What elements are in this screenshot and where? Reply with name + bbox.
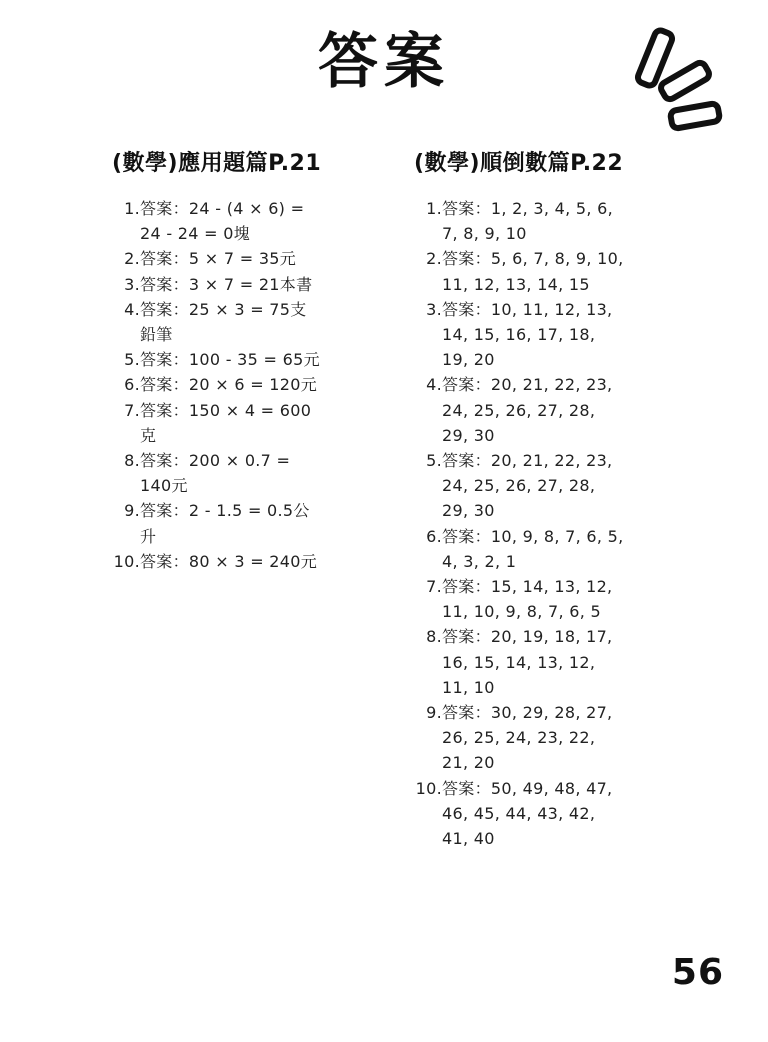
answer-item xyxy=(112,549,372,574)
answer-number: 5. xyxy=(426,451,442,471)
answer-number: 3. xyxy=(426,299,442,319)
section-heading-word-problems: (數學)應用題篇P.21 xyxy=(112,151,322,176)
answer-text: 答案：3 × 7 = 21本書 xyxy=(140,274,313,294)
answer-number: 10. xyxy=(113,551,140,571)
answer-text: 答案：30, 29, 28, 27, 26, 25, 24, 23, 22, 21, 20 xyxy=(442,703,613,773)
answer-number: 8. xyxy=(426,627,442,647)
page-number: 56 xyxy=(671,952,724,993)
answer-number: 10. xyxy=(415,778,442,798)
answer-item xyxy=(414,372,714,448)
answer-item xyxy=(414,776,714,852)
answer-item xyxy=(112,448,372,498)
answer-list xyxy=(112,196,372,574)
answer-item xyxy=(112,347,372,372)
answer-item xyxy=(414,524,714,574)
answer-item xyxy=(414,196,714,246)
answer-number: 2. xyxy=(426,249,442,269)
answer-text: 答案：5, 6, 7, 8, 9, 10, 11, 12, 13, 14, 15 xyxy=(442,249,624,294)
answer-number: 7. xyxy=(124,400,140,420)
answer-text: 答案：25 × 3 = 75支鉛筆 xyxy=(140,299,307,345)
answer-number: 5. xyxy=(124,350,140,370)
answer-item xyxy=(112,196,372,246)
answer-item xyxy=(414,574,714,624)
answer-text: 答案：20, 21, 22, 23, 24, 25, 26, 27, 28, 29, 30 xyxy=(442,451,613,521)
answer-number: 4. xyxy=(124,299,140,319)
answer-number: 1. xyxy=(426,199,442,218)
answer-item xyxy=(112,297,372,347)
answer-number: 2. xyxy=(124,249,140,269)
answer-item xyxy=(112,272,372,297)
answer-item xyxy=(112,398,372,448)
answer-text: 答案：150 × 4 = 600克 xyxy=(140,400,312,445)
answer-text: 答案：2 - 1.5 = 0.5公升 xyxy=(140,501,310,546)
word-problems-answers xyxy=(112,147,372,574)
answer-item xyxy=(414,624,714,700)
answer-number: 7. xyxy=(426,577,442,597)
answer-number: 1. xyxy=(124,199,140,218)
answer-text: 答案：10, 9, 8, 7, 6, 5, 4, 3, 2, 1 xyxy=(442,526,624,571)
section-heading-counting: (數學)順倒數篇P.22 xyxy=(414,151,624,176)
answer-text: 答案：20, 19, 18, 17, 16, 15, 14, 13, 12, 11, 10 xyxy=(442,627,613,697)
answer-text: 答案：50, 49, 48, 47, 46, 45, 44, 43, 42, 41, 40 xyxy=(442,778,613,849)
emphasis-lines-icon xyxy=(628,26,738,146)
answer-number: 4. xyxy=(426,375,442,395)
answer-list xyxy=(414,196,714,851)
answer-number: 8. xyxy=(124,451,140,471)
answer-text: 答案：24 - (4 × 6) = 24 - 24 = 0塊 xyxy=(140,199,305,244)
answer-text: 答案：20 × 6 = 120元 xyxy=(140,375,318,395)
answer-item xyxy=(414,700,714,776)
answer-text: 答案：100 - 35 = 65元 xyxy=(140,350,320,370)
answer-number: 9. xyxy=(426,703,442,723)
answer-text: 答案：80 × 3 = 240元 xyxy=(140,551,318,571)
answer-text: 答案：5 × 7 = 35元 xyxy=(140,249,297,269)
answer-text: 答案：10, 11, 12, 13, 14, 15, 16, 17, 18, 19, 20 xyxy=(442,299,613,370)
answer-item xyxy=(414,297,714,373)
answer-text: 答案：20, 21, 22, 23, 24, 25, 26, 27, 28, 29, 30 xyxy=(442,375,613,445)
answer-number: 6. xyxy=(124,375,140,395)
answer-item xyxy=(414,246,714,296)
answer-item xyxy=(112,498,372,548)
answer-number: 9. xyxy=(124,501,140,521)
answer-item xyxy=(112,372,372,397)
counting-answers xyxy=(414,147,714,851)
answer-number: 6. xyxy=(426,526,442,546)
answer-text: 答案：15, 14, 13, 12, 11, 10, 9, 8, 7, 6, 5 xyxy=(442,577,613,622)
answer-item xyxy=(414,448,714,524)
answer-number: 3. xyxy=(124,274,140,294)
answer-text: 答案：200 × 0.7 = 140元 xyxy=(140,451,291,496)
page-title: 答案 xyxy=(318,27,450,97)
answer-item xyxy=(112,246,372,271)
answer-text: 答案：1, 2, 3, 4, 5, 6, 7, 8, 9, 10 xyxy=(442,199,614,244)
